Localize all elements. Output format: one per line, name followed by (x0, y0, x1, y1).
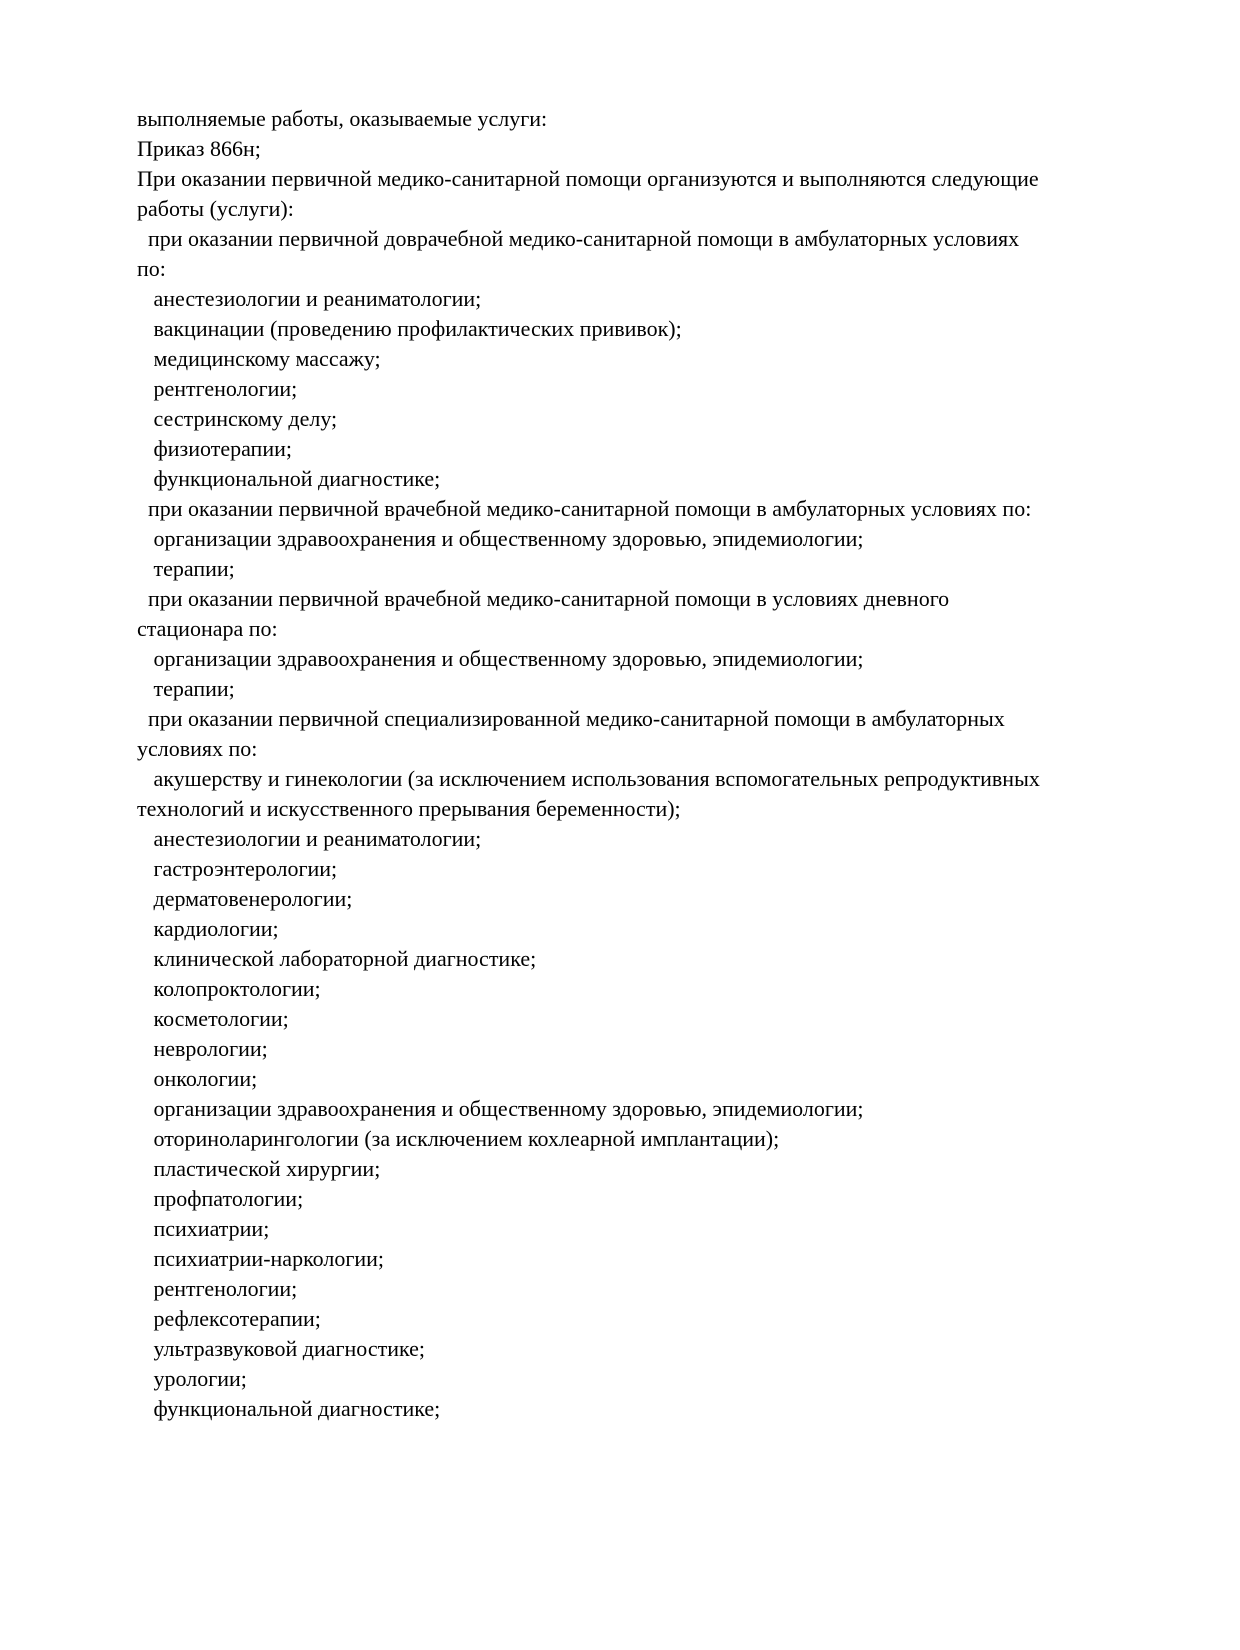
doc-line: условиях по: (137, 736, 258, 761)
doc-line: работы (услуги): (137, 196, 294, 221)
doc-line: сестринскому делу; (137, 406, 338, 431)
doc-line: функциональной диагностике; (137, 1396, 441, 1421)
license-services-text-block (137, 104, 1202, 1424)
doc-line: психиатрии; (137, 1216, 270, 1241)
doc-line: При оказании первичной медико-санитарной помощи организуются и выполняются следующие (137, 166, 1039, 191)
doc-line: неврологии; (137, 1036, 268, 1061)
doc-line: косметологии; (137, 1006, 289, 1031)
doc-line: психиатрии-наркологии; (137, 1246, 385, 1271)
doc-line: функциональной диагностике; (137, 466, 441, 491)
doc-line: по: (137, 256, 166, 281)
doc-line: кардиологии; (137, 916, 279, 941)
doc-line: выполняемые работы, оказываемые услуги: (137, 106, 548, 131)
doc-line: акушерству и гинекологии (за исключением использования вспомогательных репродуктивных (137, 766, 1040, 791)
doc-line: урологии; (137, 1366, 247, 1391)
doc-line: стационара по: (137, 616, 278, 641)
doc-line: терапии; (137, 676, 235, 701)
doc-line: медицинскому массажу; (137, 346, 381, 371)
doc-line: ультразвуковой диагностике; (137, 1336, 426, 1361)
doc-line: при оказании первичной специализированной медико-санитарной помощи в амбулаторных (137, 706, 1005, 731)
doc-line: оториноларингологии (за исключением кохлеарной имплантации); (137, 1126, 780, 1151)
doc-line: рентгенологии; (137, 1276, 298, 1301)
doc-line: при оказании первичной врачебной медико-санитарной помощи в амбулаторных условиях по: (137, 496, 1032, 521)
doc-line: профпатологии; (137, 1186, 304, 1211)
doc-line: анестезиологии и реаниматологии; (137, 826, 482, 851)
doc-line: рентгенологии; (137, 376, 298, 401)
doc-line: пластической хирургии; (137, 1156, 381, 1181)
doc-line: колопроктологии; (137, 976, 321, 1001)
doc-line: организации здравоохранения и общественному здоровью, эпидемиологии; (137, 646, 864, 671)
doc-line: клинической лабораторной диагностике; (137, 946, 537, 971)
doc-line: при оказании первичной врачебной медико-санитарной помощи в условиях дневного (137, 586, 950, 611)
doc-line: гастроэнтерологии; (137, 856, 338, 881)
doc-line: анестезиологии и реаниматологии; (137, 286, 482, 311)
doc-line: при оказании первичной доврачебной медико-санитарной помощи в амбулаторных условиях (137, 226, 1020, 251)
doc-line: терапии; (137, 556, 235, 581)
doc-line: технологий и искусственного прерывания беременности); (137, 796, 681, 821)
doc-line: онкологии; (137, 1066, 258, 1091)
doc-line: физиотерапии; (137, 436, 292, 461)
doc-line: организации здравоохранения и общественному здоровью, эпидемиологии; (137, 1096, 864, 1121)
doc-line: вакцинации (проведению профилактических прививок); (137, 316, 682, 341)
doc-line: дерматовенерологии; (137, 886, 353, 911)
doc-line: рефлексотерапии; (137, 1306, 321, 1331)
doc-line: организации здравоохранения и общественному здоровью, эпидемиологии; (137, 526, 864, 551)
doc-line: Приказ 866н; (137, 136, 261, 161)
